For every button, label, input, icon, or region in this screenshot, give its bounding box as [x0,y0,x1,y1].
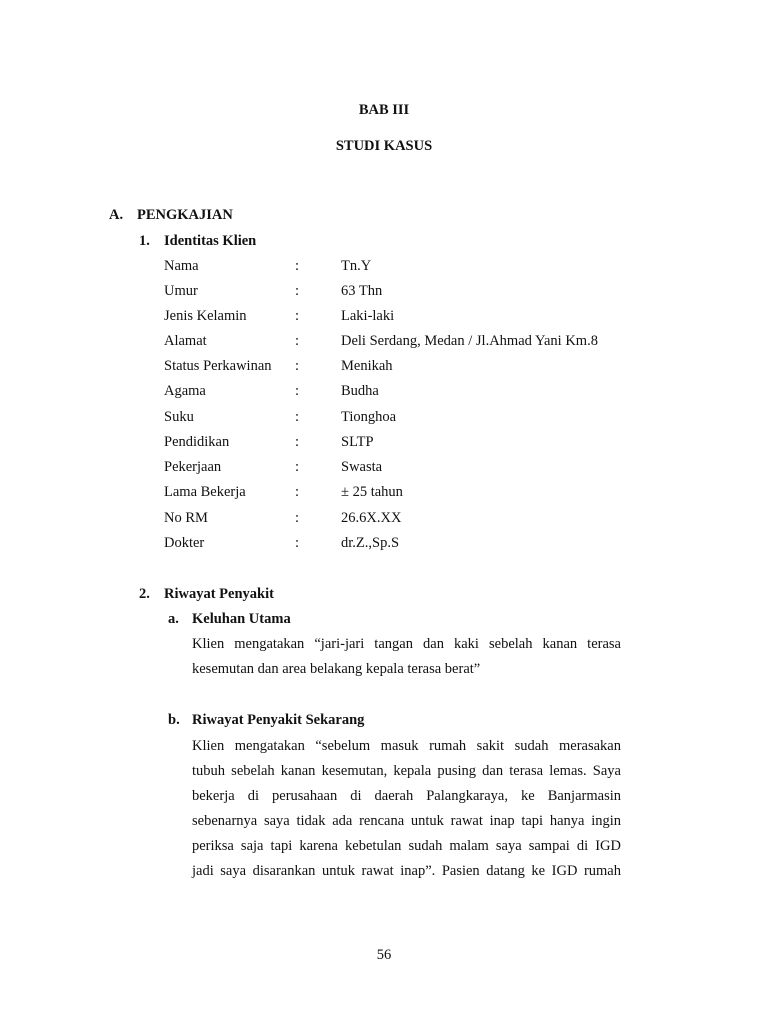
identity-value: Menikah [341,358,393,374]
item-1-title: Identitas Klien [164,233,257,249]
sub-a-marker: a. [168,611,179,627]
identity-colon: : [295,434,300,450]
identity-value: Swasta [341,459,383,475]
identity-value: SLTP [341,434,374,450]
identity-label: Nama [164,258,199,274]
sub-b-marker: b. [168,712,180,728]
sub-a-title: Keluhan Utama [192,611,291,627]
identity-row [164,333,634,353]
identity-row [164,358,634,378]
paragraph-line: Klien mengatakan “jari-jari tangan dan kaki sebelah kanan terasa [192,636,621,652]
paragraph-line: kesemutan dan area belakang kepala terasa berat” [192,661,481,677]
paragraph-line: Klien mengatakan “sebelum masuk rumah sakit sudah merasakan [192,738,621,754]
identity-value: Deli Serdang, Medan / Jl.Ahmad Yani Km.8 [341,333,598,349]
item-2-marker: 2. [139,586,150,602]
identity-colon: : [295,308,300,324]
paragraph-line: sebenarnya saya tidak ada rencana untuk rawat inap tapi hanya ingin [192,813,621,829]
identity-colon: : [295,333,300,349]
identity-colon: : [295,484,300,500]
item-1-marker: 1. [139,233,150,249]
identity-row [164,535,634,555]
identity-colon: : [295,535,300,551]
identity-row [164,308,634,328]
identity-value: ± 25 tahun [341,484,403,500]
section-a-marker: A. [109,207,124,223]
identity-colon: : [295,459,300,475]
page-number: 56 [376,947,392,963]
identity-label: Status Perkawinan [164,358,272,374]
identity-label: Suku [164,409,194,425]
riwayat-sekarang-paragraph [192,734,621,884]
chapter-title: STUDI KASUS [335,138,433,154]
keluhan-utama-paragraph [192,632,621,682]
identity-colon: : [295,258,300,274]
identity-label: Jenis Kelamin [164,308,247,324]
identity-value: Budha [341,383,379,399]
identity-row [164,434,634,454]
identity-label: Umur [164,283,198,299]
identity-colon: : [295,510,300,526]
identity-colon: : [295,409,300,425]
paragraph-line: jadi saya disarankan untuk rawat inap”. Pasien datang ke IGD rumah [192,863,621,879]
identity-colon: : [295,283,300,299]
identity-value: Tionghoa [341,409,397,425]
identity-row [164,283,634,303]
identity-label: Agama [164,383,206,399]
identity-value: Tn.Y [341,258,372,274]
identity-label: Alamat [164,333,207,349]
chapter-heading: BAB III [358,102,410,118]
identity-row [164,459,634,479]
identity-label: Lama Bekerja [164,484,246,500]
identity-row [164,258,634,278]
section-a-title: PENGKAJIAN [137,207,233,223]
identity-row [164,484,634,504]
sub-b-title: Riwayat Penyakit Sekarang [192,712,365,728]
identity-row [164,383,634,403]
item-2-title: Riwayat Penyakit [164,586,274,602]
identity-label: Pendidikan [164,434,230,450]
paragraph-line: bekerja di perusahaan di daerah Palangkaraya, ke Banjarmasin [192,788,621,804]
paragraph-line: periksa saja tapi karena kebetulan sudah malam saya sampai di IGD [192,838,621,854]
identity-colon: : [295,383,300,399]
identity-value: Laki-laki [341,308,395,324]
identity-label: Pekerjaan [164,459,222,475]
identity-row [164,409,634,429]
identity-row [164,510,634,530]
identity-value: 26.6X.XX [341,510,402,526]
identity-value: 63 Thn [341,283,383,299]
identity-label: Dokter [164,535,205,551]
paragraph-line: tubuh sebelah kanan kesemutan, kepala pusing dan terasa lemas. Saya [192,763,621,779]
identity-value: dr.Z.,Sp.S [341,535,400,551]
identity-colon: : [295,358,300,374]
identity-label: No RM [164,510,208,526]
